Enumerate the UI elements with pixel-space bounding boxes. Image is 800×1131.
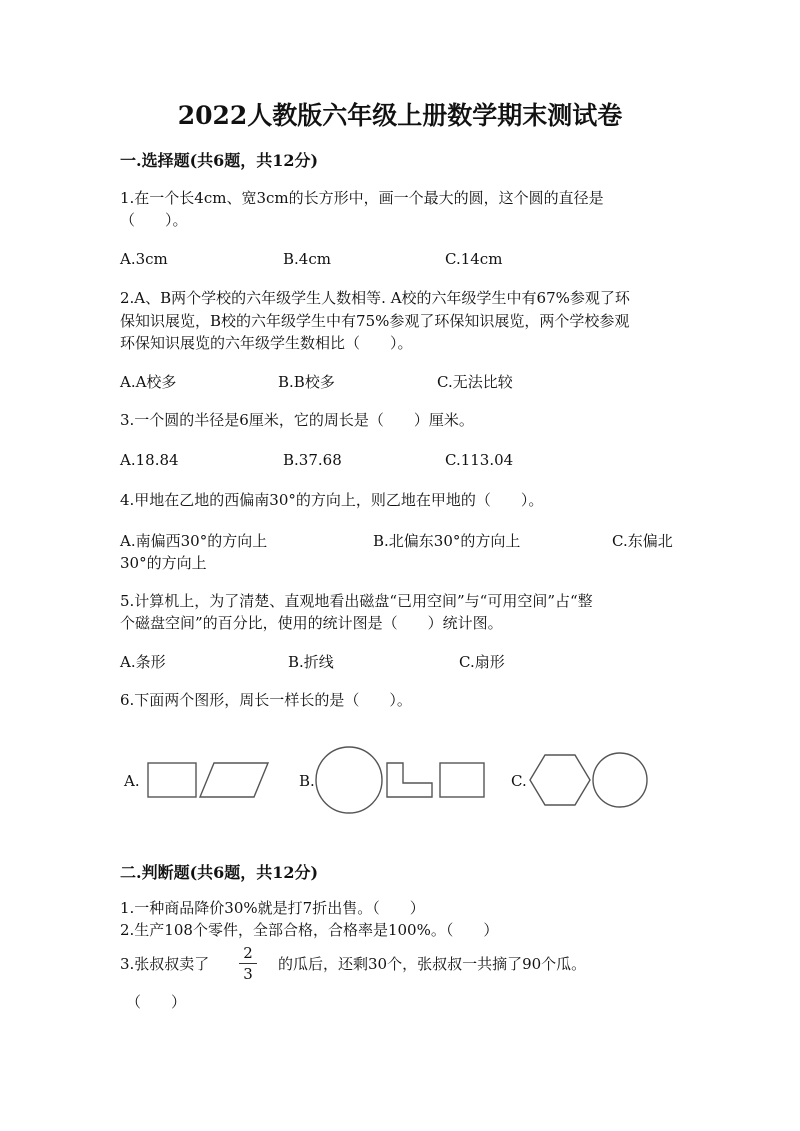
question-1-option-c: C.14cm bbox=[445, 250, 503, 268]
fraction-numerator: 2 bbox=[243, 944, 253, 962]
question-2-option-c: C.无法比较 bbox=[437, 373, 513, 391]
section-heading-choice: 一.选择题(共6题，共12分) bbox=[120, 151, 319, 170]
question-2-line-2: 保知识展览，B校的六年级学生中有75%参观了环保知识展览，两个学校参观 bbox=[120, 312, 630, 330]
question-1-option-a: A.3cm bbox=[120, 250, 168, 268]
figure-label-b: B. bbox=[299, 772, 315, 790]
question-6-figures bbox=[0, 740, 800, 820]
fraction-bar bbox=[239, 963, 257, 964]
page-title: 2022人教版六年级上册数学期末测试卷 bbox=[177, 101, 623, 130]
question-3-option-b: B.37.68 bbox=[283, 451, 342, 469]
question-2-line-1: 2.A、B两个学校的六年级学生人数相等. A校的六年级学生中有67%参观了环 bbox=[120, 289, 630, 307]
question-2-option-b: B.B校多 bbox=[278, 373, 335, 391]
question-5-line-2: 个磁盘空间”的百分比，使用的统计图是（ ）统计图。 bbox=[120, 614, 503, 632]
question-5-option-c: C.扇形 bbox=[459, 653, 505, 671]
figure-b-l-shape bbox=[387, 763, 432, 797]
judgement-3-blank: （ ） bbox=[126, 993, 187, 1011]
figure-a-parallelogram bbox=[200, 763, 268, 797]
figure-c-hexagon bbox=[530, 755, 590, 805]
question-2-option-a: A.A校多 bbox=[120, 373, 177, 391]
question-6-line-1: 6.下面两个图形，周长一样长的是（ ）。 bbox=[120, 691, 412, 709]
question-5-line-1: 5.计算机上，为了清楚、直观地看出磁盘“已用空间”与“可用空间”占“整 bbox=[120, 592, 593, 610]
question-5-option-a: A.条形 bbox=[120, 653, 166, 671]
question-3-line-1: 3.一个圆的半径是6厘米，它的周长是（ ）厘米。 bbox=[120, 411, 474, 429]
question-1-option-b: B.4cm bbox=[283, 250, 331, 268]
judgement-3-fraction bbox=[238, 944, 258, 983]
question-3-option-c: C.113.04 bbox=[445, 451, 514, 469]
question-4-option-b: B.北偏东30°的方向上 bbox=[373, 532, 521, 550]
question-4-option-a: A.南偏西30°的方向上 bbox=[120, 532, 268, 550]
question-5-option-b: B.折线 bbox=[288, 653, 334, 671]
figure-b-rectangle bbox=[440, 763, 484, 797]
figure-label-a: A. bbox=[124, 772, 140, 790]
question-1-line-1: 1.在一个长4cm、宽3cm的长方形中，画一个最大的圆，这个圆的直径是 bbox=[120, 189, 604, 207]
question-4-line-1: 4.甲地在乙地的西偏南30°的方向上，则乙地在甲地的（ ）。 bbox=[120, 491, 544, 509]
fraction-denominator: 3 bbox=[243, 965, 253, 983]
figure-c-circle bbox=[593, 753, 647, 807]
section-heading-judgement: 二.判断题(共6题，共12分) bbox=[120, 863, 319, 882]
judgement-2: 2.生产108个零件，全部合格，合格率是100%。（ ） bbox=[120, 921, 499, 939]
question-1-line-2: （ ）。 bbox=[120, 211, 188, 229]
figure-b-circle bbox=[316, 747, 382, 813]
figure-label-c: C. bbox=[511, 772, 527, 790]
question-4-option-c-cont: 30°的方向上 bbox=[120, 554, 207, 572]
question-4-option-c: C.东偏北 bbox=[612, 532, 673, 550]
question-2-line-3: 环保知识展览的六年级学生数相比（ ）。 bbox=[120, 334, 413, 352]
judgement-3-after: 的瓜后，还剩30个，张叔叔一共摘了90个瓜。 bbox=[278, 955, 587, 973]
question-3-option-a: A.18.84 bbox=[120, 451, 179, 469]
judgement-3-before: 3.张叔叔卖了 bbox=[120, 955, 210, 973]
figure-a-rectangle bbox=[148, 763, 196, 797]
judgement-1: 1.一种商品降价30%就是打7折出售。（ ） bbox=[120, 899, 425, 917]
